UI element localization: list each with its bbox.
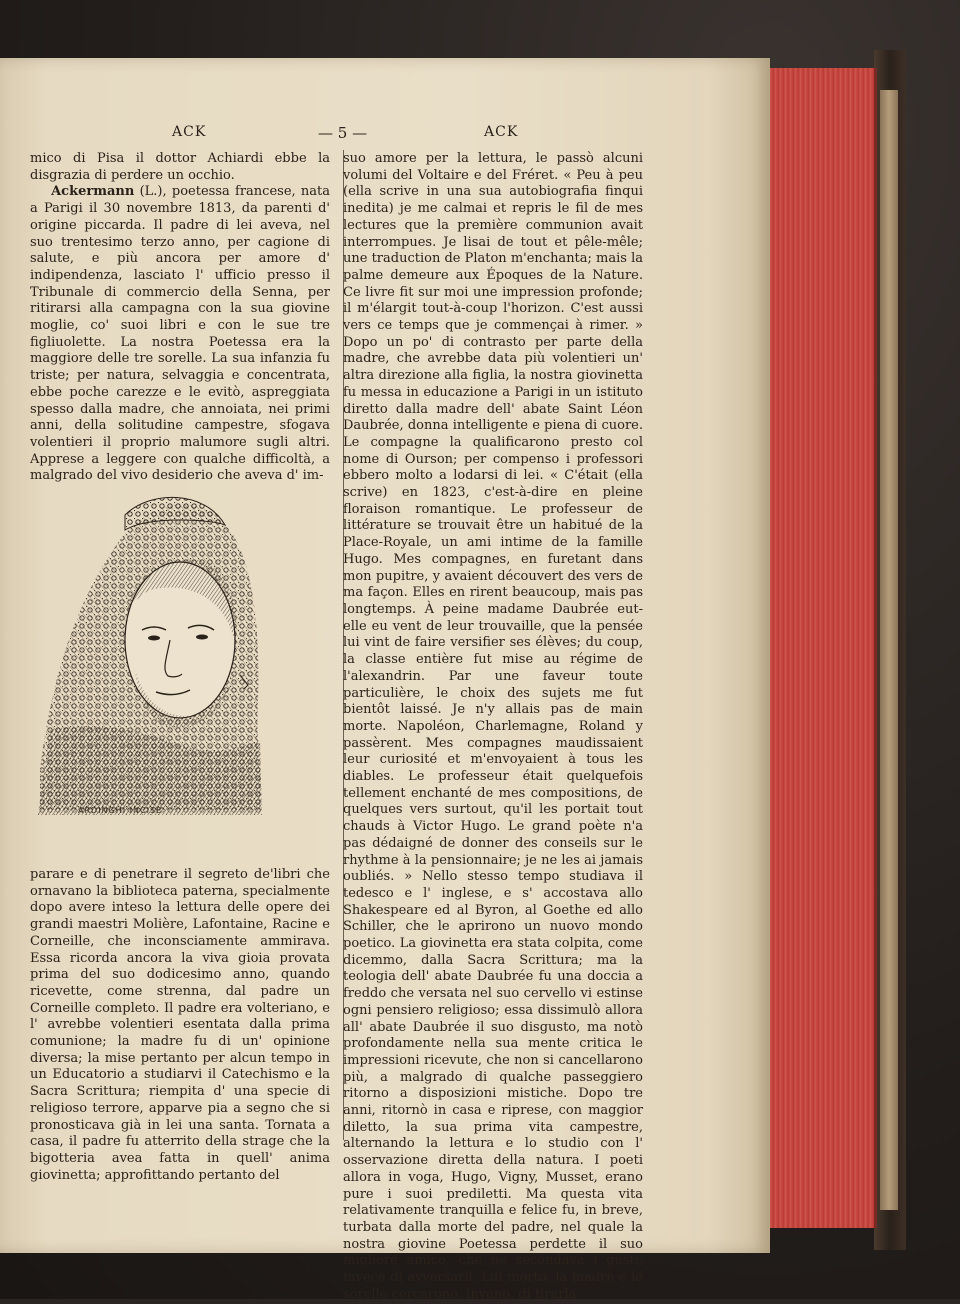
intro-text: mico di Pisa il dottor Achiardi ebbe la disgrazia di perdere un occhio. [30,151,330,183]
portrait-figure [38,497,262,815]
right-column: suo amore per la lettura, le passò alcuni volumi del Voltaire e del Fréret. « Peu à peu (ella scrive in una sua autobiografia finqui inedita) je me calmai et repris le fil de mes lectures que la première communion avait interrompues. Je lisai de tout et pêle-mêle; une traduction de Platon m'enchanta; mais la palme demeure aux Époques de la Nature. Ce livre fit sur moi une impression profonde; il m'élargit tout-à-coup l'horizon. C'est aussi vers ce temps que je commençai à rimer. » Dopo un po' di contrasto per parte della madre, che avrebbe data più volentieri un' altra direzione alla figlia, la nostra giovinetta fu messa in educazione a Parigi in un istituto diretto dalla madre dell' abate Saint Léon Daubrée, donna intelligente e piena di cuore. Le compagne la qualificarono presto col nome di Ourson; per compenso i professori ebbero molto a lodarsi di lei. « C'était (ella scrive) en 1823, c'est-à-dire en pleine floraison romantique. Le professeur de littérature se trouvait être un habitué de la Place-Royale, un ami intime de la famille Hugo. Mes compagnes, en furetant dans mon pupitre, y avaient découvert des vers de ma façon. Elles en rirent beaucoup, mais pas longtemps. À peine madame Daubrée eut-elle eu vent de leur trouvaille, que la pensée lui vint de faire versifier ses élèves; du coup, la classe entière fut mise au régime de l'alexandrin. Par une faveur toute particulière, le choix des sujets me fut bientôt laissé. Je n'y allais pas de main morte. Napoléon, Charlemagne, Roland y passèrent. Mes compagnes maudissaient leur curiosité et m'envoyaient à tous les diables. Le professeur était quelquefois tellement enchanté de mes compositions, de quelques vers surtout, qu'il les portait tout chauds à Victor Hugo. Le grand poète n'a pas dédaigné de donner des conseils sur le rhythme à la pensionnaire; je ne les ai jamais oubliés. » Nello stesso tempo studiava il tedesco e l' inglese, e s' accostava allo Shakespeare ed al Byron, al Goethe ed allo Schiller, che le aprirono un nuovo mondo poetico. La giovinetta era stata colpita, come dicemmo, dalla Sacra Scrittura; ma la teologia dell' abate Daubrée fu una doccia a freddo che versata nel suo cervello vi estinse ogni pensiero religioso; essa dissimulò allora all' abate Daubrée il suo disgusto, ma notò profondamente nella sua mente critica le impressioni ricevute, che non si cancellarono più, a malgrado di qualche passeggiero ritorno a disposizioni mistiche. Dopo tre anni, ritornò in casa e riprese, con maggior diletto, la sua prima vita campestre, alternando la lettura e lo studio con l' osservazione diretta della natura. I poeti allora in voga, Hugo, Vigny, Musset, erano pure i suoi prediletti. Ma questa vita relativamente tranquilla e felice fu, in breve, turbata dalla morte del padre, nel quale la nostra giovine Poetessa perdette il suo migliore amico, che ne secondava i gusti, invece di avversarli. Lui morto, la madre e le sorelle cercarono, invano, di tirarla [343,151,643,1302]
red-page-edges [762,68,877,1228]
running-header [0,124,770,146]
header-right-guideword: ACK [484,124,519,140]
cover-band [880,90,898,1210]
engraver-signature: ARDINGHI INCISE [78,806,163,815]
book-cover-edge [874,50,906,1250]
entry-headword: Ackermann [51,184,135,200]
portrait-engraving [30,470,262,825]
header-left-guideword: ACK [172,124,207,140]
entry-text: (L.), poetessa francese, nata a Parigi il 30 novembre 1813, da parenti d' origine piccarda. Il padre di lei aveva, nel suo trentesimo terzo anno, per cagione di salute, e più ancora per amore d' indipendenza, lasciato l' ufficio presso il Tribunale di commercio della Senna, per ritirarsi alla campagna con la sua giovine moglie, co' suoi libri e con le sue tre figliuolette. La nostra Poetessa era la maggiore delle tre sorelle. La sua infanzia fu triste; per natura, selvaggia e concentrata, ebbe poche carezze e le evitò, aspreggiata spesso dalla madre, che annoiata, nei primi anni, della solitudine campestre, sfogava volentieri il proprio malumore sugli altri. Apprese a leggere con qualche difficoltà, a malgrado del vivo desiderio che aveva d' im- [30,184,331,484]
left-column-top [30,151,331,484]
left-column-bottom: parare e di penetrare il segreto de'libri che ornavano la biblioteca paterna, specialmente dopo avere inteso la lettura delle opere dei grandi maestri Molière, Lafontaine, Racine e Corneille, che inconsciamente ammirava. Essa ricorda ancora la viva gioia provata prima del suo dodicesimo anno, quando ricevette, come strenna, dal padre un Corneille completo. Il padre era volteriano, e l' avrebbe volentieri esentata dalla prima comunione; la madre fu di un' opinione diversa; la mise pertanto per alcun tempo in un Educatorio a studiarvi il Catechismo e la Sacra Scrittura; riempita d' una specie di religioso terrore, apparve pia a segno che si pronosticava già in lei una santa. Tornata a casa, il padre fu atterrito della strage che la bigotteria avea fatta in quell' anima giovinetta; approfittando pertanto del [30,867,330,1183]
page-number: — 5 — [318,124,368,142]
